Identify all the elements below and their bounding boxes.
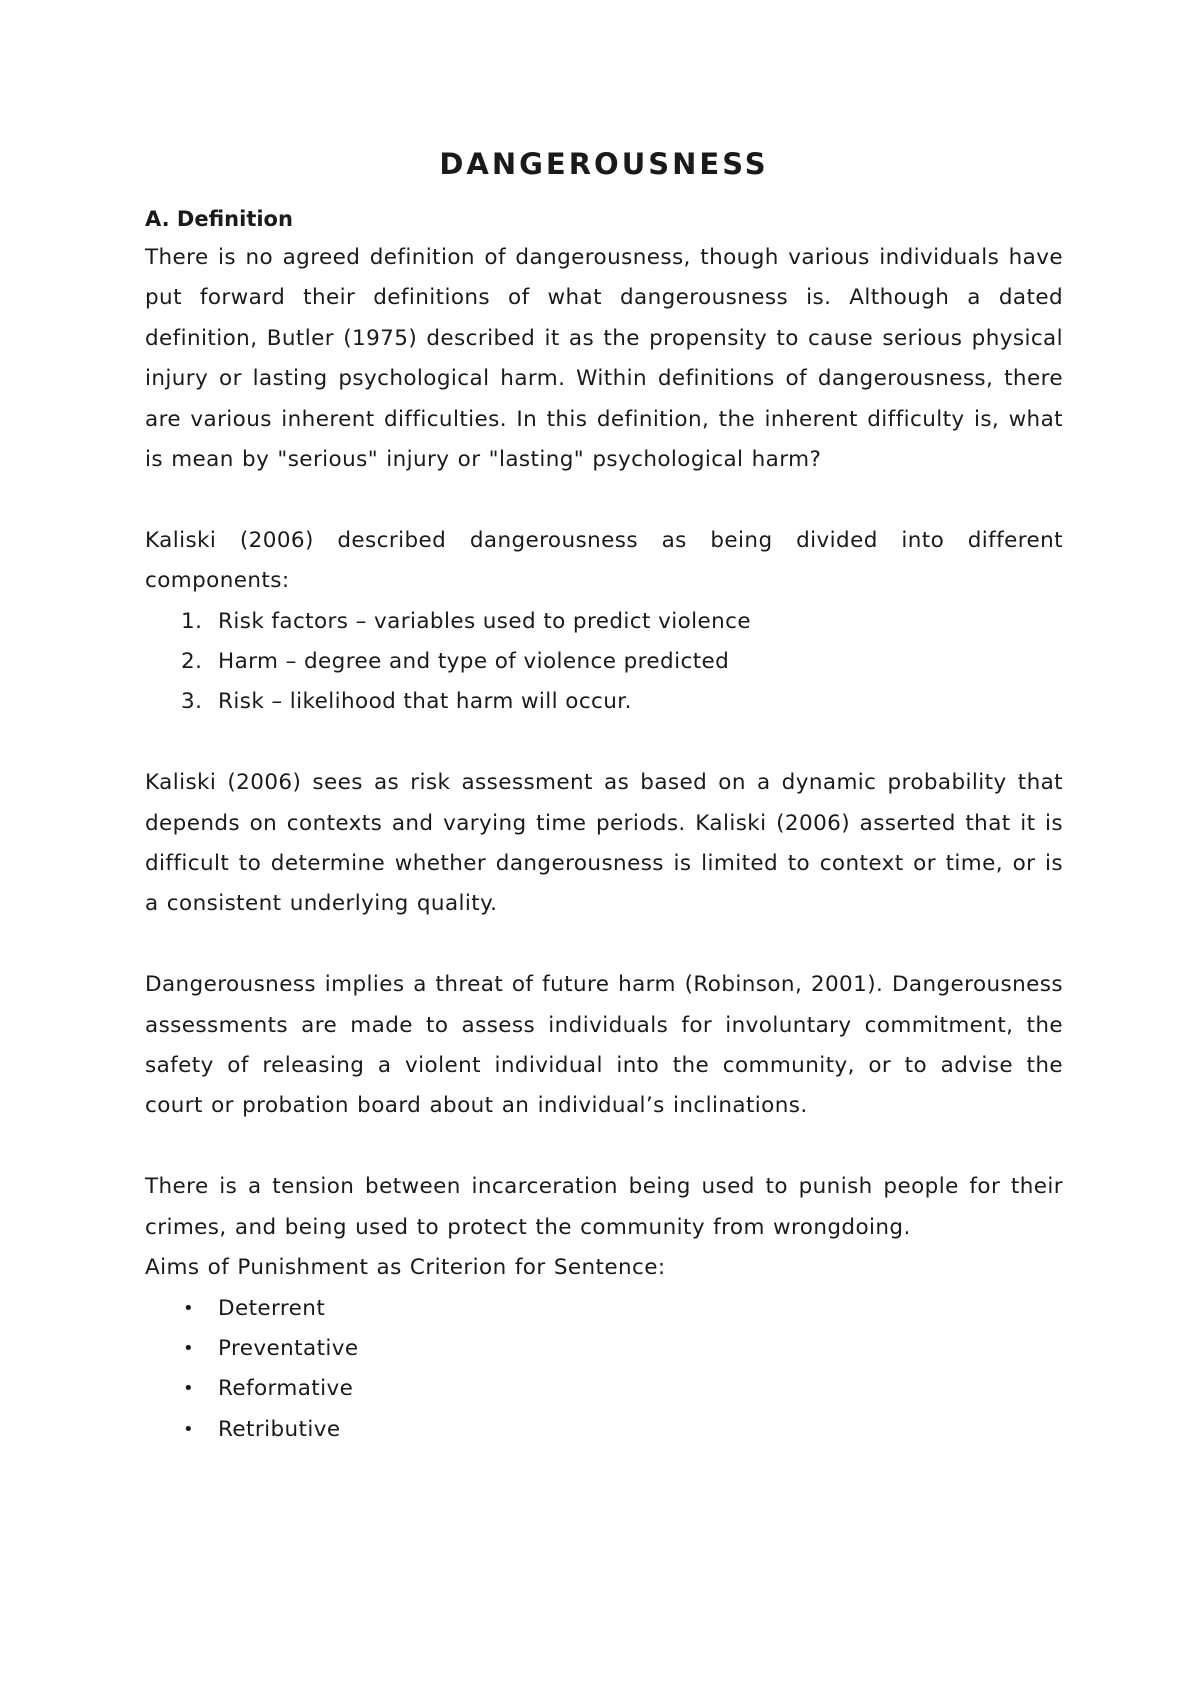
list-item-number: 3. <box>181 689 203 715</box>
paragraph-tension: There is a tension between incarceration being used to punish people for their crimes, and being used to protect the community from wrongdoing. <box>145 1174 1063 1240</box>
components-list <box>145 602 1063 723</box>
paragraph-spacer <box>145 723 1063 763</box>
document-title: DANGEROUSNESS <box>439 147 769 181</box>
list-item-text: Risk – likelihood that harm will occur. <box>218 689 632 715</box>
list-item-text: Risk factors – variables used to predict violence <box>218 608 752 634</box>
aims-heading: Aims of Punishment as Criterion for Sentence: <box>145 1255 666 1281</box>
bullet-icon: • <box>183 1297 195 1319</box>
aims-list <box>145 1289 1063 1451</box>
list-item-text: Reformative <box>218 1376 354 1402</box>
list-item-number: 1. <box>181 608 203 634</box>
paragraph-components-intro: Kaliski (2006) described dangerousness as being divided into different components: <box>145 527 1063 594</box>
list-item-number: 2. <box>181 649 203 675</box>
document-body <box>145 200 1063 1450</box>
list-item-text: Preventative <box>218 1335 359 1361</box>
bullet-icon: • <box>183 1337 195 1359</box>
paragraph-risk-assessment: Kaliski (2006) sees as risk assessment as based on a dynamic probability that depends on contexts and varying time periods. Kaliski (2006) asserted that it is difficult to determine whether dangerousness is limited to context or time, or is a consistent underlying quality. <box>145 770 1063 917</box>
list-item <box>145 1369 1063 1409</box>
list-item-text: Retributive <box>218 1416 341 1442</box>
list-item <box>145 682 1063 722</box>
bullet-icon: • <box>183 1378 195 1400</box>
paragraph-definition: There is no agreed definition of dangerousness, though various individuals have put forward their definitions of what dangerousness is. Although a dated definition, Butler (1975) described it as the propensity to cause serious physical injury or lasting psychological harm. Within definitions of dangerousness, there are various inherent difficulties. In this definition, the inherent difficulty is, what is mean by "serious" injury or "lasting" psychological harm? <box>145 245 1063 473</box>
list-item <box>145 642 1063 682</box>
list-item <box>145 1410 1063 1450</box>
bullet-icon: • <box>183 1418 195 1440</box>
paragraph-spacer <box>145 925 1063 965</box>
paragraph-future-harm: Dangerousness implies a threat of future harm (Robinson, 2001). Dangerousness assessments are made to assess individuals for involuntary commitment, the safety of releasing a violent individual into the community, or to advise the court or probation board about an individual’s inclinations. <box>145 972 1063 1119</box>
list-item-text: Harm – degree and type of violence predicted <box>218 649 730 675</box>
section-heading-definition: A. Definition <box>145 207 293 231</box>
list-item <box>145 602 1063 642</box>
list-item-text: Deterrent <box>218 1295 326 1321</box>
list-item <box>145 1289 1063 1329</box>
paragraph-spacer <box>145 1127 1063 1167</box>
paragraph-spacer <box>145 480 1063 520</box>
list-item <box>145 1329 1063 1369</box>
